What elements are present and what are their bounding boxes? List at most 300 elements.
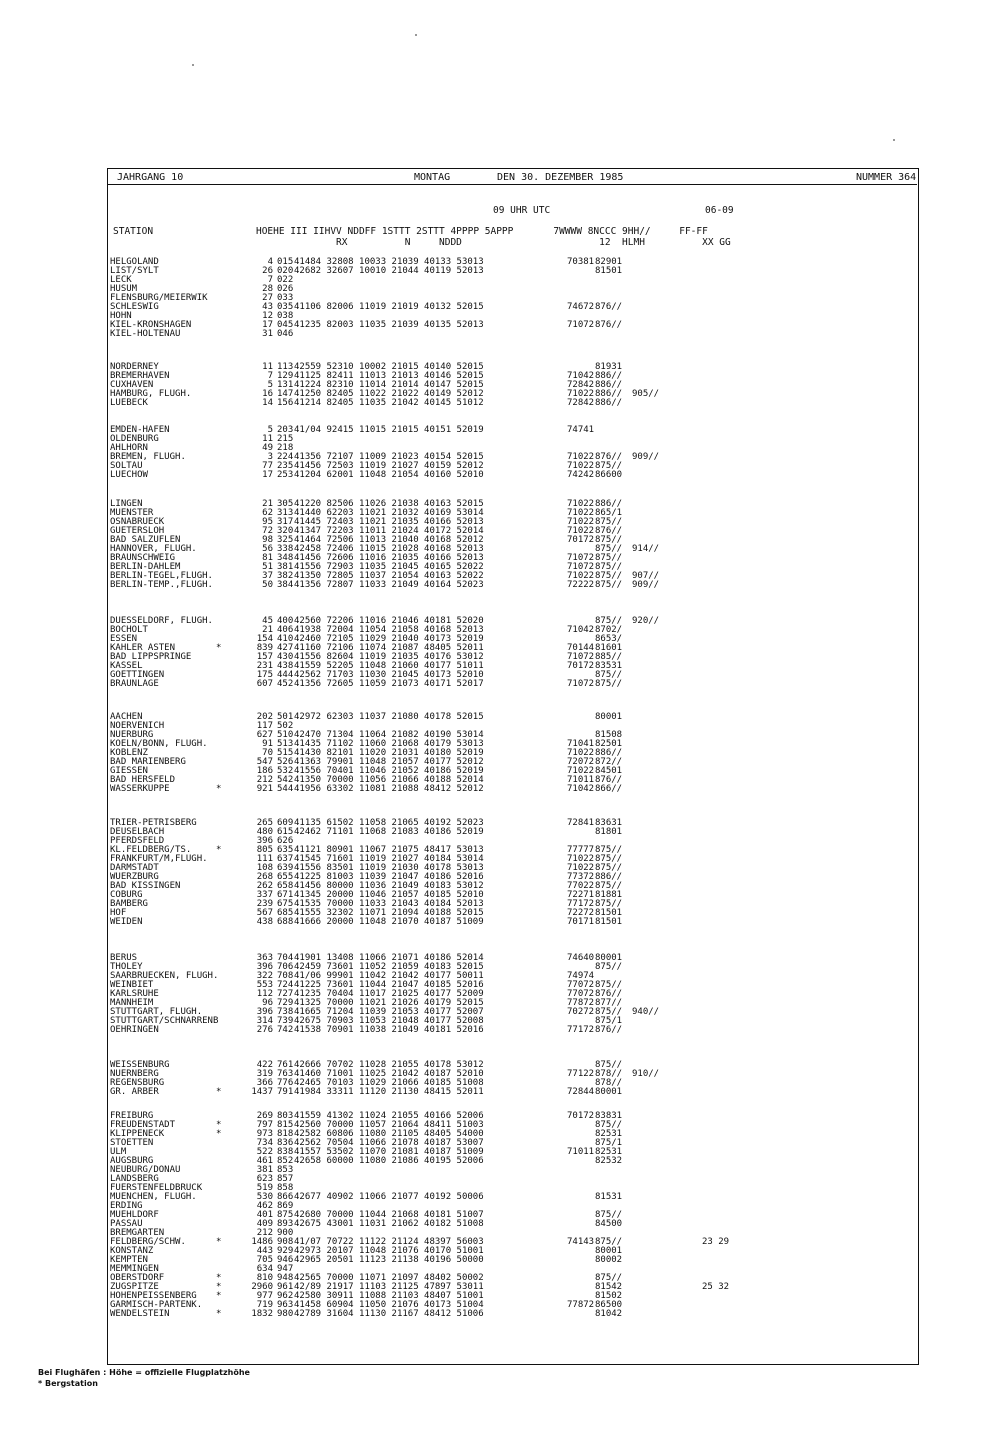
cell-station: CUXHAVEN: [110, 380, 154, 390]
cell-data: 42462 71101 11068 21083 40186 52019: [294, 827, 484, 837]
cell-a: 71022: [567, 389, 595, 399]
cell-b: 8653/: [595, 634, 623, 644]
cell-height: 269: [256, 1111, 273, 1121]
cell-height: 805: [256, 845, 273, 855]
cell-station: DARMSTADT: [110, 863, 159, 873]
cell-b: 885//: [595, 652, 623, 662]
cell-height: 443: [256, 1246, 273, 1256]
cell-iii: 900: [277, 1228, 294, 1238]
cell-mark: *: [216, 1087, 222, 1097]
cell-iii: 015: [277, 257, 294, 267]
cell-height: 212: [256, 775, 273, 785]
cell-a: 71022: [567, 461, 595, 471]
cell-data: 42972 62303 11037 21080 40178 52015: [294, 712, 484, 722]
cell-data: 41106 82006 11019 21019 40132 52015: [294, 302, 484, 312]
scan-speck: [415, 34, 417, 36]
cell-b: 875//: [595, 980, 623, 990]
cell-iii: 963: [277, 1300, 294, 1310]
cell-iii: 410: [277, 634, 294, 644]
cell-iii: 852: [277, 1156, 294, 1166]
cell-data: 41235 70404 11017 21025 40177 52009: [294, 989, 484, 999]
cell-iii: 020: [277, 266, 294, 276]
cell-station: GOETTINGEN: [110, 670, 165, 680]
cell-data: 41556 83501 11019 21030 40178 53013: [294, 863, 484, 873]
cell-data: 41484 32808 10033 21039 40133 53013: [294, 257, 484, 267]
cell-iii: 947: [277, 1264, 294, 1274]
cell-data: 41666 20000 11048 21070 40187 51009: [294, 917, 484, 927]
cell-a: 70144: [567, 643, 595, 653]
cell-station: WEINBIET: [110, 980, 154, 990]
cell-iii: 384: [277, 580, 294, 590]
cell-station: BREMEN, FLUGH.: [110, 452, 186, 462]
cell-iii: 675: [277, 899, 294, 909]
cell-station: ESSEN: [110, 634, 138, 644]
cell-c: 909//: [632, 580, 660, 590]
cell-b: 81042: [595, 1309, 623, 1319]
cell-station: WASSERKUPPE: [110, 784, 170, 794]
cell-height: 12: [262, 311, 273, 321]
cell-a: 71072: [567, 652, 595, 662]
cell-iii: 215: [277, 434, 294, 444]
cell-b: 875//: [595, 863, 623, 873]
cell-data: 41456 72606 11016 21035 40166 52013: [294, 553, 484, 563]
cell-a: 70172: [567, 661, 595, 671]
cell-iii: 510: [277, 730, 294, 740]
cell-iii: 444: [277, 670, 294, 680]
cell-height: 530: [256, 1192, 273, 1202]
cell-a: 70172: [567, 1111, 595, 1121]
cell-iii: 542: [277, 775, 294, 785]
cell-height: 409: [256, 1219, 273, 1229]
cell-height: 72: [262, 526, 273, 536]
cell-iii: 857: [277, 1174, 294, 1184]
cell-station: BERLIN-TEMP.,FLUGH.: [110, 580, 213, 590]
cell-data: 41456 72503 11019 21027 40159 52012: [294, 461, 484, 471]
cell-height: 11: [262, 434, 273, 444]
cell-a: 71022: [567, 854, 595, 864]
cell-height: 567: [256, 908, 273, 918]
cell-station: BAD MARIENBERG: [110, 757, 186, 767]
cell-b: 82531: [595, 1129, 623, 1139]
cell-station: WENDELSTEIN: [110, 1309, 170, 1319]
cell-iii: 218: [277, 443, 294, 453]
cell-b: 865/1: [595, 508, 623, 518]
cell-a: 71022: [567, 571, 595, 581]
cell-height: 108: [256, 863, 273, 873]
cell-iii: 438: [277, 661, 294, 671]
cell-b: 886//: [595, 398, 623, 408]
cell-iii: 609: [277, 818, 294, 828]
cell-height: 363: [256, 953, 273, 963]
cell-iii: 739: [277, 1016, 294, 1026]
cell-data: 42565 70000 11071 21097 48402 50002: [294, 1273, 484, 1283]
cell-e: 23 29: [702, 1237, 730, 1247]
cell-station: BRAUNLAGE: [110, 679, 159, 689]
cell-height: 1486: [251, 1237, 273, 1247]
cell-b: 81881: [595, 890, 623, 900]
cell-station: LUECHOW: [110, 470, 148, 480]
cell-height: 17: [262, 470, 273, 480]
cell-data: 42562 71703 11030 21045 40173 52010: [294, 670, 484, 680]
cell-a: 71022: [567, 748, 595, 758]
cell-iii: 727: [277, 989, 294, 999]
cell-c: 940//: [632, 1007, 660, 1017]
cell-data: 41430 82101 11020 21031 40180 52019: [294, 748, 484, 758]
cell-b: 875//: [595, 544, 623, 554]
cell-height: 314: [256, 1016, 273, 1026]
cell-station: SOLTAU: [110, 461, 143, 471]
cell-data: 41/06 99901 11042 21042 40177 50011: [294, 971, 484, 981]
cell-a: 77072: [567, 989, 595, 999]
cell-a: 72271: [567, 890, 595, 900]
cell-data: 42559 52310 10002 21015 40140 52015: [294, 362, 484, 372]
cell-iii: 836: [277, 1138, 294, 1148]
cell-data: 41559 41302 11024 21055 40166 52006: [294, 1111, 484, 1121]
cell-station: HUSUM: [110, 284, 138, 294]
cell-station: MANNHEIM: [110, 998, 154, 1008]
cell-station: KIEL-KRONSHAGEN: [110, 320, 192, 330]
cell-data: 42675 70903 11053 21048 40177 52008: [294, 1016, 484, 1026]
cell-data: 41356 72107 11009 21023 40154 52015: [294, 452, 484, 462]
cell-data: 42459 73601 11052 21059 40183 52015: [294, 962, 484, 972]
cell-station: GARMISCH-PARTENK.: [110, 1300, 203, 1310]
cell-iii: 033: [277, 293, 294, 303]
cell-iii: 427: [277, 643, 294, 653]
cell-station: KLIPPENECK: [110, 1129, 165, 1139]
cell-height: 2960: [251, 1282, 273, 1292]
cell-height: 522: [256, 1147, 273, 1157]
cell-station: FLENSBURG/MEIERWIK: [110, 293, 208, 303]
cell-station: KL.FELDBERG/TS.: [110, 845, 192, 855]
cell-b: 86600: [595, 470, 623, 480]
cell-data: 41984 33311 11120 21130 48415 52011: [294, 1087, 484, 1097]
cell-data: 41557 53502 11070 21081 40187 51009: [294, 1147, 484, 1157]
cell-iii: 704: [277, 953, 294, 963]
cell-iii: 655: [277, 872, 294, 882]
cell-iii: 776: [277, 1078, 294, 1088]
cell-b: 876//: [595, 452, 623, 462]
cell-b: 86500: [595, 1300, 623, 1310]
cell-station: LECK: [110, 275, 132, 285]
cell-iii: 908: [277, 1237, 294, 1247]
cell-a: 72272: [567, 908, 595, 918]
cell-b: 80001: [595, 712, 623, 722]
cell-iii: 929: [277, 1246, 294, 1256]
cell-iii: 381: [277, 562, 294, 572]
cell-height: 734: [256, 1138, 273, 1148]
cell-height: 797: [256, 1120, 273, 1130]
cell-station: KOBLENZ: [110, 748, 148, 758]
cell-a: 72842: [567, 398, 595, 408]
cell-b: 82901: [595, 257, 623, 267]
cell-a: 74672: [567, 302, 595, 312]
cell-b: 875//: [595, 1120, 623, 1130]
cell-station: NUERNBERG: [110, 1069, 159, 1079]
cell-data: 41440 62203 11021 21032 40169 53014: [294, 508, 484, 518]
cell-station: STUTTGART, FLUGH.: [110, 1007, 203, 1017]
cell-b: 875//: [595, 1210, 623, 1220]
cell-a: 71011: [567, 1147, 595, 1157]
cell-a: 74974: [567, 971, 595, 981]
cell-data: 42560 70000 11057 21064 48411 51003: [294, 1120, 484, 1130]
cell-b: 875/1: [595, 1016, 623, 1026]
cell-station: NORDERNEY: [110, 362, 159, 372]
cell-c: 910//: [632, 1069, 660, 1079]
cell-data: 41556 72903 11035 21045 40165 52022: [294, 562, 484, 572]
cell-data: 41/07 70722 11122 21124 48397 56003: [294, 1237, 484, 1247]
cell-height: 973: [256, 1129, 273, 1139]
cell-station: STUTTGART/SCHNARRENB: [110, 1016, 219, 1026]
cell-data: 42973 20107 11048 21076 40170 51001: [294, 1246, 484, 1256]
cell-station: BERLIN-DAHLEM: [110, 562, 181, 572]
cell-station: LANDSBERG: [110, 1174, 159, 1184]
cell-b: 875//: [595, 899, 623, 909]
cell-data: 41356 72605 11059 21073 40171 52017: [294, 679, 484, 689]
cell-height: 7: [267, 275, 273, 285]
cell-data: 41464 72506 11013 21040 40168 52012: [294, 535, 484, 545]
cell-mark: *: [216, 643, 222, 653]
date-label: DEN 30. DEZEMBER 1985: [497, 172, 624, 183]
cell-station: SCHLESWIG: [110, 302, 159, 312]
cell-mark: *: [216, 784, 222, 794]
cell-iii: 637: [277, 854, 294, 864]
cell-station: WUERZBURG: [110, 872, 159, 882]
cell-data: 42560 72206 11016 21046 40181 52020: [294, 616, 484, 626]
cell-height: 21: [262, 499, 273, 509]
cell-height: 51: [262, 562, 273, 572]
cell-height: 50: [262, 580, 273, 590]
cell-iii: 708: [277, 971, 294, 981]
cell-b: 876//: [595, 526, 623, 536]
cell-b: 81501: [595, 917, 623, 927]
cell-b: 886//: [595, 389, 623, 399]
cell-station: KOELN/BONN, FLUGH.: [110, 739, 208, 749]
cell-a: 72842: [567, 380, 595, 390]
cell-c: 909//: [632, 452, 660, 462]
cell-a: 71042: [567, 784, 595, 794]
cell-iii: 338: [277, 544, 294, 554]
cell-a: 77872: [567, 1300, 595, 1310]
cell-b: 875//: [595, 571, 623, 581]
cell-height: 607: [256, 679, 273, 689]
cell-height: 480: [256, 827, 273, 837]
cell-a: 71042: [567, 371, 595, 381]
cell-height: 28: [262, 284, 273, 294]
cell-b: 875//: [595, 461, 623, 471]
cell-height: 112: [256, 989, 273, 999]
cell-station: OEHRINGEN: [110, 1025, 159, 1035]
cell-station: KASSEL: [110, 661, 143, 671]
cell-mark: *: [216, 1291, 222, 1301]
cell-iii: 526: [277, 757, 294, 767]
cell-iii: 501: [277, 712, 294, 722]
cell-iii: 532: [277, 766, 294, 776]
cell-height: 396: [256, 836, 273, 846]
cell-iii: 131: [277, 380, 294, 390]
cell-b: 876//: [595, 320, 623, 330]
cell-height: 810: [256, 1273, 273, 1283]
cell-station: LINGEN: [110, 499, 143, 509]
cell-height: 98: [262, 535, 273, 545]
cell-station: MUENCHEN, FLUGH.: [110, 1192, 197, 1202]
time-utc-label: 09 UHR UTC: [493, 205, 551, 216]
cell-data: 41350 70000 11056 21066 40188 52014: [294, 775, 484, 785]
cell-a: 72072: [567, 757, 595, 767]
cell-data: 42470 71304 11064 21082 40190 53014: [294, 730, 484, 740]
cell-station: BREMERHAVEN: [110, 371, 170, 381]
cell-b: 875//: [595, 562, 623, 572]
cell-height: 977: [256, 1291, 273, 1301]
cell-b: 886//: [595, 748, 623, 758]
cell-data: 41458 60904 11050 21076 40173 51004: [294, 1300, 484, 1310]
cell-b: 875//: [595, 616, 623, 626]
cell-data: 42580 30911 11088 21103 48407 51001: [294, 1291, 484, 1301]
cell-a: 77022: [567, 881, 595, 891]
cell-data: 41347 72203 11011 21024 40172 52014: [294, 526, 484, 536]
cell-height: 56: [262, 544, 273, 554]
cell-b: 875//: [595, 1060, 623, 1070]
cell-b: 81542: [595, 1282, 623, 1292]
cell-station: KONSTANZ: [110, 1246, 154, 1256]
cell-iii: 761: [277, 1060, 294, 1070]
cell-height: 366: [256, 1078, 273, 1088]
cell-data: 41556 70401 11046 21052 40186 52019: [294, 766, 484, 776]
cell-height: 21: [262, 625, 273, 635]
cell-station: BRAUNSCHWEIG: [110, 553, 176, 563]
cell-station: FREIBURG: [110, 1111, 154, 1121]
cell-data: 41665 71204 11039 21053 40177 52007: [294, 1007, 484, 1017]
cell-data: 42680 70000 11044 21068 40181 51007: [294, 1210, 484, 1220]
cell-b: 875//: [595, 854, 623, 864]
cell-data: 41556 82604 11019 21035 40176 53012: [294, 652, 484, 662]
cell-b: 875//: [595, 1273, 623, 1283]
cell-data: 41220 82506 11026 21038 40163 52015: [294, 499, 484, 509]
cell-height: 11: [262, 362, 273, 372]
cell-a: 77172: [567, 899, 595, 909]
cell-iii: 948: [277, 1273, 294, 1283]
cell-station: ULM: [110, 1147, 127, 1157]
cell-b: 81801: [595, 827, 623, 837]
cell-height: 422: [256, 1060, 273, 1070]
cell-station: KAHLER ASTEN: [110, 643, 176, 653]
cell-data: 42/89 21917 11103 21125 47897 53011: [294, 1282, 484, 1292]
cell-data: 41535 70000 11033 21043 40184 52013: [294, 899, 484, 909]
cell-iii: 129: [277, 371, 294, 381]
cell-iii: 502: [277, 721, 294, 731]
cell-iii: 035: [277, 302, 294, 312]
cell-station: NUERBURG: [110, 730, 154, 740]
cell-height: 623: [256, 1174, 273, 1184]
cell-data: 42458 72406 11015 21028 40168 52013: [294, 544, 484, 554]
cell-c: 907//: [632, 571, 660, 581]
cell-b: 81931: [595, 362, 623, 372]
cell-a: 72841: [567, 818, 595, 828]
cell-station: LIST/SYLT: [110, 266, 159, 276]
cell-a: 74242: [567, 470, 595, 480]
cell-b: 81508: [595, 730, 623, 740]
cell-data: 41214 82405 11035 21042 40145 51012: [294, 398, 484, 408]
cell-data: 41204 62001 11048 21054 40160 52010: [294, 470, 484, 480]
cell-station: PASSAU: [110, 1219, 143, 1229]
cell-iii: 224: [277, 452, 294, 462]
cell-b: 81501: [595, 266, 623, 276]
cell-height: 319: [256, 1069, 273, 1079]
cell-b: 876//: [595, 775, 623, 785]
weekday-label: MONTAG: [414, 172, 451, 183]
cell-station: HAMBURG, FLUGH.: [110, 389, 192, 399]
cell-data: 41445 72403 11021 21035 40166 52013: [294, 517, 484, 527]
cell-b: 84501: [595, 766, 623, 776]
cell-height: 839: [256, 643, 273, 653]
cell-a: 72222: [567, 580, 595, 590]
cell-iii: 430: [277, 652, 294, 662]
cell-b: 8702/: [595, 625, 623, 635]
cell-a: 70171: [567, 917, 595, 927]
cell-height: 77: [262, 461, 273, 471]
cell-a: 77122: [567, 1069, 595, 1079]
cell-data: 42582 60806 11080 21105 48405 54000: [294, 1129, 484, 1139]
cell-data: 41135 61502 11058 21065 40192 52023: [294, 818, 484, 828]
cell-mark: *: [216, 1237, 222, 1247]
cell-height: 43: [262, 302, 273, 312]
cell-a: 72844: [567, 1087, 595, 1097]
cell-height: 396: [256, 1007, 273, 1017]
cell-station: NEUBURG/DONAU: [110, 1165, 181, 1175]
column-header-line-2: RX N NDDD 12 HLMH XX GG: [113, 237, 731, 248]
cell-iii: 962: [277, 1291, 294, 1301]
cell-station: STOETTEN: [110, 1138, 154, 1148]
cell-station: REGENSBURG: [110, 1078, 165, 1088]
cell-b: 875//: [595, 553, 623, 563]
cell-data: 42658 60000 11080 21086 40195 52006: [294, 1156, 484, 1166]
cell-iii: 022: [277, 275, 294, 285]
cell-station: HOHENPEISSENBERG: [110, 1291, 197, 1301]
cell-station: BAD SALZUFLEN: [110, 535, 181, 545]
cell-a: 74143: [567, 1237, 595, 1247]
cell-data: 42465 70103 11029 21066 40185 51008: [294, 1078, 484, 1088]
cell-b: 875//: [595, 679, 623, 689]
cell-height: 438: [256, 917, 273, 927]
cell-height: 1437: [251, 1087, 273, 1097]
cell-a: 71022: [567, 452, 595, 462]
cell-station: MUENSTER: [110, 508, 154, 518]
cell-height: 26: [262, 266, 273, 276]
cell-height: 81: [262, 553, 273, 563]
cell-b: 875//: [595, 517, 623, 527]
cell-station: AACHEN: [110, 712, 143, 722]
cell-b: 886//: [595, 499, 623, 509]
cell-station: HELGOLAND: [110, 257, 159, 267]
cell-b: 875//: [595, 535, 623, 545]
cell-data: 42682 32607 10010 21044 40119 52013: [294, 266, 484, 276]
cell-iii: 803: [277, 1111, 294, 1121]
cell-mark: *: [216, 1282, 222, 1292]
cell-b: 875//: [595, 962, 623, 972]
cell-iii: 113: [277, 362, 294, 372]
cell-height: 5: [267, 380, 273, 390]
cell-a: 77872: [567, 998, 595, 1008]
cell-iii: 400: [277, 616, 294, 626]
cell-height: 719: [256, 1300, 273, 1310]
cell-station: FREUDENSTADT: [110, 1120, 176, 1130]
cell-height: 70: [262, 748, 273, 758]
cell-height: 212: [256, 1228, 273, 1238]
cell-height: 16: [262, 389, 273, 399]
cell-station: ERDING: [110, 1201, 143, 1211]
cell-height: 45: [262, 616, 273, 626]
cell-station: GUETERSLOH: [110, 526, 165, 536]
cell-b: 875//: [595, 845, 623, 855]
